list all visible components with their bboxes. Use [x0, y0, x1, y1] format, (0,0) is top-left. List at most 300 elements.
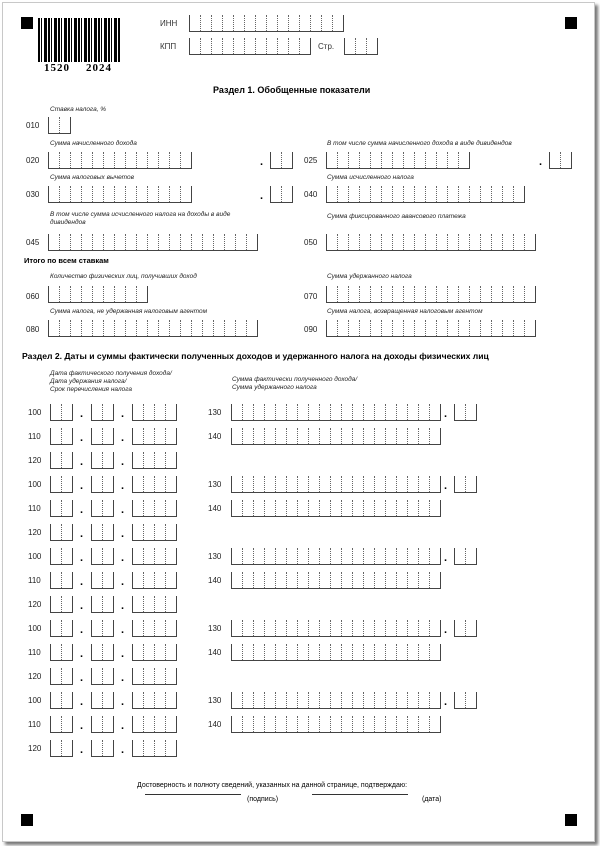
cell — [48, 286, 59, 302]
cell-end — [440, 404, 441, 420]
date-separator: . — [80, 576, 84, 588]
month-field[interactable] — [91, 476, 114, 493]
withheld-amount-field[interactable] — [231, 500, 441, 517]
month-field[interactable] — [91, 452, 114, 469]
income-kopecks-field[interactable] — [454, 404, 477, 421]
cell — [114, 320, 125, 336]
cell — [242, 548, 253, 564]
page-number-field[interactable] — [344, 38, 378, 55]
cell — [242, 692, 253, 708]
cell — [253, 572, 264, 588]
cell — [385, 476, 396, 492]
withheld-amount-field[interactable] — [231, 572, 441, 589]
cell — [374, 692, 385, 708]
cell — [102, 620, 113, 636]
month-field[interactable] — [91, 404, 114, 421]
cell — [158, 186, 169, 202]
barcode-number-right: 2024 — [86, 62, 112, 74]
code-130: 130 — [208, 696, 222, 705]
cell — [363, 572, 374, 588]
income-amount-field[interactable] — [231, 476, 441, 493]
cell — [396, 692, 407, 708]
cell — [275, 404, 286, 420]
dividend-tax-field[interactable] — [48, 234, 258, 251]
year-field[interactable] — [132, 644, 177, 661]
cell — [143, 572, 154, 588]
day-field[interactable] — [50, 524, 73, 541]
cell — [407, 404, 418, 420]
cell — [91, 572, 102, 588]
cell — [348, 186, 359, 202]
cell — [344, 38, 355, 54]
cell-end — [113, 428, 114, 444]
year-field[interactable] — [132, 476, 177, 493]
cell — [381, 286, 392, 302]
tax-deductions-kopecks-field[interactable] — [270, 186, 293, 203]
cell — [244, 15, 255, 31]
cell — [180, 234, 191, 250]
month-field[interactable] — [91, 500, 114, 517]
cell — [169, 186, 180, 202]
income-amount-field[interactable] — [231, 620, 441, 637]
cell — [91, 620, 102, 636]
cell-end — [535, 320, 536, 336]
cell — [286, 428, 297, 444]
cell — [407, 548, 418, 564]
cell — [403, 234, 414, 250]
cell — [165, 716, 176, 732]
cell — [341, 548, 352, 564]
code-130: 130 — [208, 552, 222, 561]
code-110: 110 — [28, 576, 41, 585]
date-separator: . — [80, 624, 84, 636]
cell — [341, 500, 352, 516]
day-field[interactable] — [50, 716, 73, 733]
cell — [414, 234, 425, 250]
day-field[interactable] — [50, 740, 73, 757]
cell — [266, 15, 277, 31]
cell — [465, 692, 476, 708]
cell — [50, 500, 61, 516]
day-field[interactable] — [50, 668, 73, 685]
code-100: 100 — [28, 696, 42, 705]
tax-deductions-field[interactable] — [48, 186, 192, 203]
dates-label-line3: Срок перечисления налога — [50, 386, 132, 393]
cell — [414, 286, 425, 302]
cell — [91, 404, 102, 420]
cell — [158, 234, 169, 250]
cell — [363, 500, 374, 516]
cell — [308, 572, 319, 588]
cell — [513, 186, 524, 202]
cell-end — [440, 476, 441, 492]
inn-field[interactable] — [189, 15, 344, 32]
month-field[interactable] — [91, 548, 114, 565]
signature-caption: (подпись) — [247, 796, 279, 803]
cell — [392, 320, 403, 336]
returned-tax-field[interactable] — [326, 320, 536, 337]
calculated-tax-field[interactable] — [326, 186, 525, 203]
year-field[interactable] — [132, 596, 177, 613]
cell-end — [113, 572, 114, 588]
cell — [103, 186, 114, 202]
rate-field[interactable] — [48, 117, 71, 134]
cell — [91, 692, 102, 708]
cell — [132, 740, 143, 756]
cell — [231, 500, 242, 516]
cell — [385, 716, 396, 732]
income-amount-field[interactable] — [231, 548, 441, 565]
cell — [200, 38, 211, 54]
cell — [396, 716, 407, 732]
cell-end — [113, 668, 114, 684]
cell — [61, 596, 72, 612]
cell — [143, 428, 154, 444]
cell — [330, 500, 341, 516]
cell-end — [440, 644, 441, 660]
cell — [330, 692, 341, 708]
cell — [502, 186, 513, 202]
day-field[interactable] — [50, 500, 73, 517]
cell — [264, 476, 275, 492]
day-field[interactable] — [50, 572, 73, 589]
date-separator: . — [121, 600, 125, 612]
cell-end — [176, 620, 177, 636]
income-kopecks-field[interactable] — [454, 620, 477, 637]
code-045: 045 — [26, 238, 40, 247]
cell — [50, 644, 61, 660]
cell — [429, 620, 440, 636]
month-field[interactable] — [91, 596, 114, 613]
cell — [330, 428, 341, 444]
year-field[interactable] — [132, 452, 177, 469]
cell — [169, 320, 180, 336]
accrued-income-kopecks-field[interactable] — [270, 152, 293, 169]
withheld-tax-field[interactable] — [326, 286, 536, 303]
cell — [191, 234, 202, 250]
month-field[interactable] — [91, 716, 114, 733]
cell — [191, 320, 202, 336]
year-field[interactable] — [132, 524, 177, 541]
withheld-amount-field[interactable] — [231, 428, 441, 445]
cell — [396, 644, 407, 660]
cell-end — [113, 524, 114, 540]
cell — [242, 716, 253, 732]
decimal-point: . — [444, 624, 448, 636]
cell — [321, 15, 332, 31]
certification-statement: Достоверность и полноту сведений, указанных на данной странице, подтверждаю: — [137, 782, 408, 789]
cell — [299, 38, 310, 54]
fixed-advance-label: Сумма фиксированного авансового платежа — [327, 213, 466, 220]
month-field[interactable] — [91, 572, 114, 589]
year-field[interactable] — [132, 716, 177, 733]
cell — [136, 320, 147, 336]
cell — [165, 596, 176, 612]
year-field[interactable] — [132, 572, 177, 589]
cell — [233, 38, 244, 54]
cell — [224, 234, 235, 250]
day-field[interactable] — [50, 692, 73, 709]
cell — [275, 428, 286, 444]
date-separator: . — [121, 552, 125, 564]
day-field[interactable] — [50, 452, 73, 469]
cell — [165, 428, 176, 444]
code-120: 120 — [28, 528, 42, 537]
cell — [370, 234, 381, 250]
cell — [414, 186, 425, 202]
cell — [429, 572, 440, 588]
cell — [61, 500, 72, 516]
tax-deductions-label: Сумма налоговых вычетов — [50, 174, 135, 181]
cell — [299, 15, 310, 31]
day-field[interactable] — [50, 476, 73, 493]
cell — [418, 692, 429, 708]
cell — [275, 476, 286, 492]
cell — [418, 644, 429, 660]
dividend-income-field[interactable] — [326, 152, 470, 169]
cell — [154, 452, 165, 468]
day-field[interactable] — [50, 428, 73, 445]
cell — [125, 186, 136, 202]
cell — [50, 572, 61, 588]
year-field[interactable] — [132, 548, 177, 565]
income-kopecks-field[interactable] — [454, 476, 477, 493]
cell — [81, 286, 92, 302]
cell — [154, 692, 165, 708]
code-025: 025 — [304, 156, 318, 165]
cell-end — [72, 668, 73, 684]
cell — [403, 286, 414, 302]
code-140: 140 — [208, 648, 222, 657]
cell-end — [343, 15, 344, 31]
cell — [61, 548, 72, 564]
signature-line[interactable] — [145, 794, 241, 795]
cell — [275, 572, 286, 588]
cell — [158, 152, 169, 168]
cell-end — [476, 620, 477, 636]
dividend-income-kopecks-field[interactable] — [549, 152, 572, 169]
code-090: 090 — [304, 325, 318, 334]
cell-end — [176, 692, 177, 708]
cell — [396, 572, 407, 588]
cell — [264, 500, 275, 516]
cell — [407, 500, 418, 516]
day-field[interactable] — [50, 644, 73, 661]
cell — [363, 548, 374, 564]
income-amount-field[interactable] — [231, 692, 441, 709]
year-field[interactable] — [132, 500, 177, 517]
code-120: 120 — [28, 744, 42, 753]
income-kopecks-field[interactable] — [454, 692, 477, 709]
not-withheld-tax-field[interactable] — [48, 320, 258, 337]
cell — [61, 668, 72, 684]
year-field[interactable] — [132, 620, 177, 637]
cell — [414, 320, 425, 336]
cell — [147, 186, 158, 202]
section2-title: Раздел 2. Даты и суммы фактически полученных доходов и удержанного налога на доходы физических лиц — [22, 351, 489, 361]
date-separator: . — [121, 744, 125, 756]
cell — [425, 286, 436, 302]
cell — [403, 320, 414, 336]
month-field[interactable] — [91, 620, 114, 637]
cell — [246, 234, 257, 250]
cell — [59, 320, 70, 336]
kpp-field[interactable] — [189, 38, 311, 55]
cell — [337, 234, 348, 250]
cell — [165, 548, 176, 564]
cell — [154, 548, 165, 564]
cell-end — [176, 404, 177, 420]
cell-end — [191, 186, 192, 202]
cell — [253, 500, 264, 516]
cell — [270, 152, 281, 168]
cell — [244, 38, 255, 54]
cell — [308, 548, 319, 564]
cell — [286, 620, 297, 636]
month-field[interactable] — [91, 644, 114, 661]
year-field[interactable] — [132, 668, 177, 685]
day-field[interactable] — [50, 620, 73, 637]
cell — [491, 286, 502, 302]
cell — [286, 476, 297, 492]
cell — [102, 476, 113, 492]
income-amount-field[interactable] — [231, 404, 441, 421]
cell-end — [113, 476, 114, 492]
year-field[interactable] — [132, 428, 177, 445]
cell — [246, 320, 257, 336]
cell — [286, 548, 297, 564]
cell — [235, 234, 246, 250]
cell — [308, 404, 319, 420]
cell — [231, 692, 242, 708]
cell — [132, 452, 143, 468]
cell — [48, 320, 59, 336]
cell — [332, 15, 343, 31]
cell — [447, 320, 458, 336]
cell — [385, 428, 396, 444]
cell — [319, 716, 330, 732]
accrued-income-field[interactable] — [48, 152, 192, 169]
cell — [224, 320, 235, 336]
cell — [385, 572, 396, 588]
cell — [341, 620, 352, 636]
cell — [50, 428, 61, 444]
date-separator: . — [121, 696, 125, 708]
cell — [92, 320, 103, 336]
cell-end — [113, 404, 114, 420]
withheld-tax-label: Сумма удержанного налога — [327, 273, 412, 280]
cell — [136, 186, 147, 202]
month-field[interactable] — [91, 668, 114, 685]
cell — [143, 548, 154, 564]
cell — [231, 572, 242, 588]
cell — [330, 644, 341, 660]
date-separator: . — [80, 456, 84, 468]
cell — [242, 572, 253, 588]
cell — [330, 404, 341, 420]
month-field[interactable] — [91, 740, 114, 757]
income-kopecks-field[interactable] — [454, 548, 477, 565]
cell — [50, 740, 61, 756]
year-field[interactable] — [132, 404, 177, 421]
cell — [59, 186, 70, 202]
cell — [407, 620, 418, 636]
year-field[interactable] — [132, 740, 177, 757]
cell — [359, 320, 370, 336]
cell-end — [72, 524, 73, 540]
date-separator: . — [80, 672, 84, 684]
persons-count-label: Количество физических лиц, получивших доход — [50, 273, 197, 280]
dates-label-line2: Дата удержания налога/ — [50, 378, 127, 385]
section1-title: Раздел 1. Обобщенные показатели — [213, 85, 371, 95]
cell-end — [440, 428, 441, 444]
cell — [264, 620, 275, 636]
cell — [253, 476, 264, 492]
cell — [352, 500, 363, 516]
date-separator: . — [121, 648, 125, 660]
cell-end — [72, 620, 73, 636]
persons-count-field[interactable] — [48, 286, 148, 303]
cell — [418, 476, 429, 492]
cell — [169, 152, 180, 168]
cell — [319, 476, 330, 492]
cell — [61, 572, 72, 588]
cell — [103, 152, 114, 168]
cell — [425, 186, 436, 202]
cell — [253, 428, 264, 444]
cell — [308, 692, 319, 708]
cell — [222, 15, 233, 31]
month-field[interactable] — [91, 692, 114, 709]
month-field[interactable] — [91, 428, 114, 445]
cell — [103, 320, 114, 336]
day-field[interactable] — [50, 548, 73, 565]
cell — [374, 500, 385, 516]
cell — [286, 500, 297, 516]
cell — [202, 234, 213, 250]
code-100: 100 — [28, 552, 42, 561]
fixed-advance-field[interactable] — [326, 234, 536, 251]
cell-end — [440, 716, 441, 732]
corner-marker-top-left — [21, 17, 33, 29]
cell — [242, 500, 253, 516]
date-line[interactable] — [312, 794, 408, 795]
cell-end — [113, 452, 114, 468]
day-field[interactable] — [50, 596, 73, 613]
cell-end — [176, 716, 177, 732]
year-field[interactable] — [132, 692, 177, 709]
cell — [114, 152, 125, 168]
cell-end — [191, 152, 192, 168]
code-070: 070 — [304, 292, 318, 301]
cell — [341, 476, 352, 492]
cell — [418, 716, 429, 732]
day-field[interactable] — [50, 404, 73, 421]
withheld-amount-field[interactable] — [231, 644, 441, 661]
decimal-point: . — [260, 156, 264, 168]
cell-end — [524, 186, 525, 202]
cell — [264, 428, 275, 444]
month-field[interactable] — [91, 524, 114, 541]
cell — [352, 572, 363, 588]
dividend-income-label: В том числе сумма начисленного дохода в виде дивидендов — [327, 140, 512, 147]
cell — [429, 644, 440, 660]
cell — [513, 286, 524, 302]
cell — [132, 548, 143, 564]
cell-end — [176, 668, 177, 684]
withheld-amount-field[interactable] — [231, 716, 441, 733]
cell — [447, 234, 458, 250]
